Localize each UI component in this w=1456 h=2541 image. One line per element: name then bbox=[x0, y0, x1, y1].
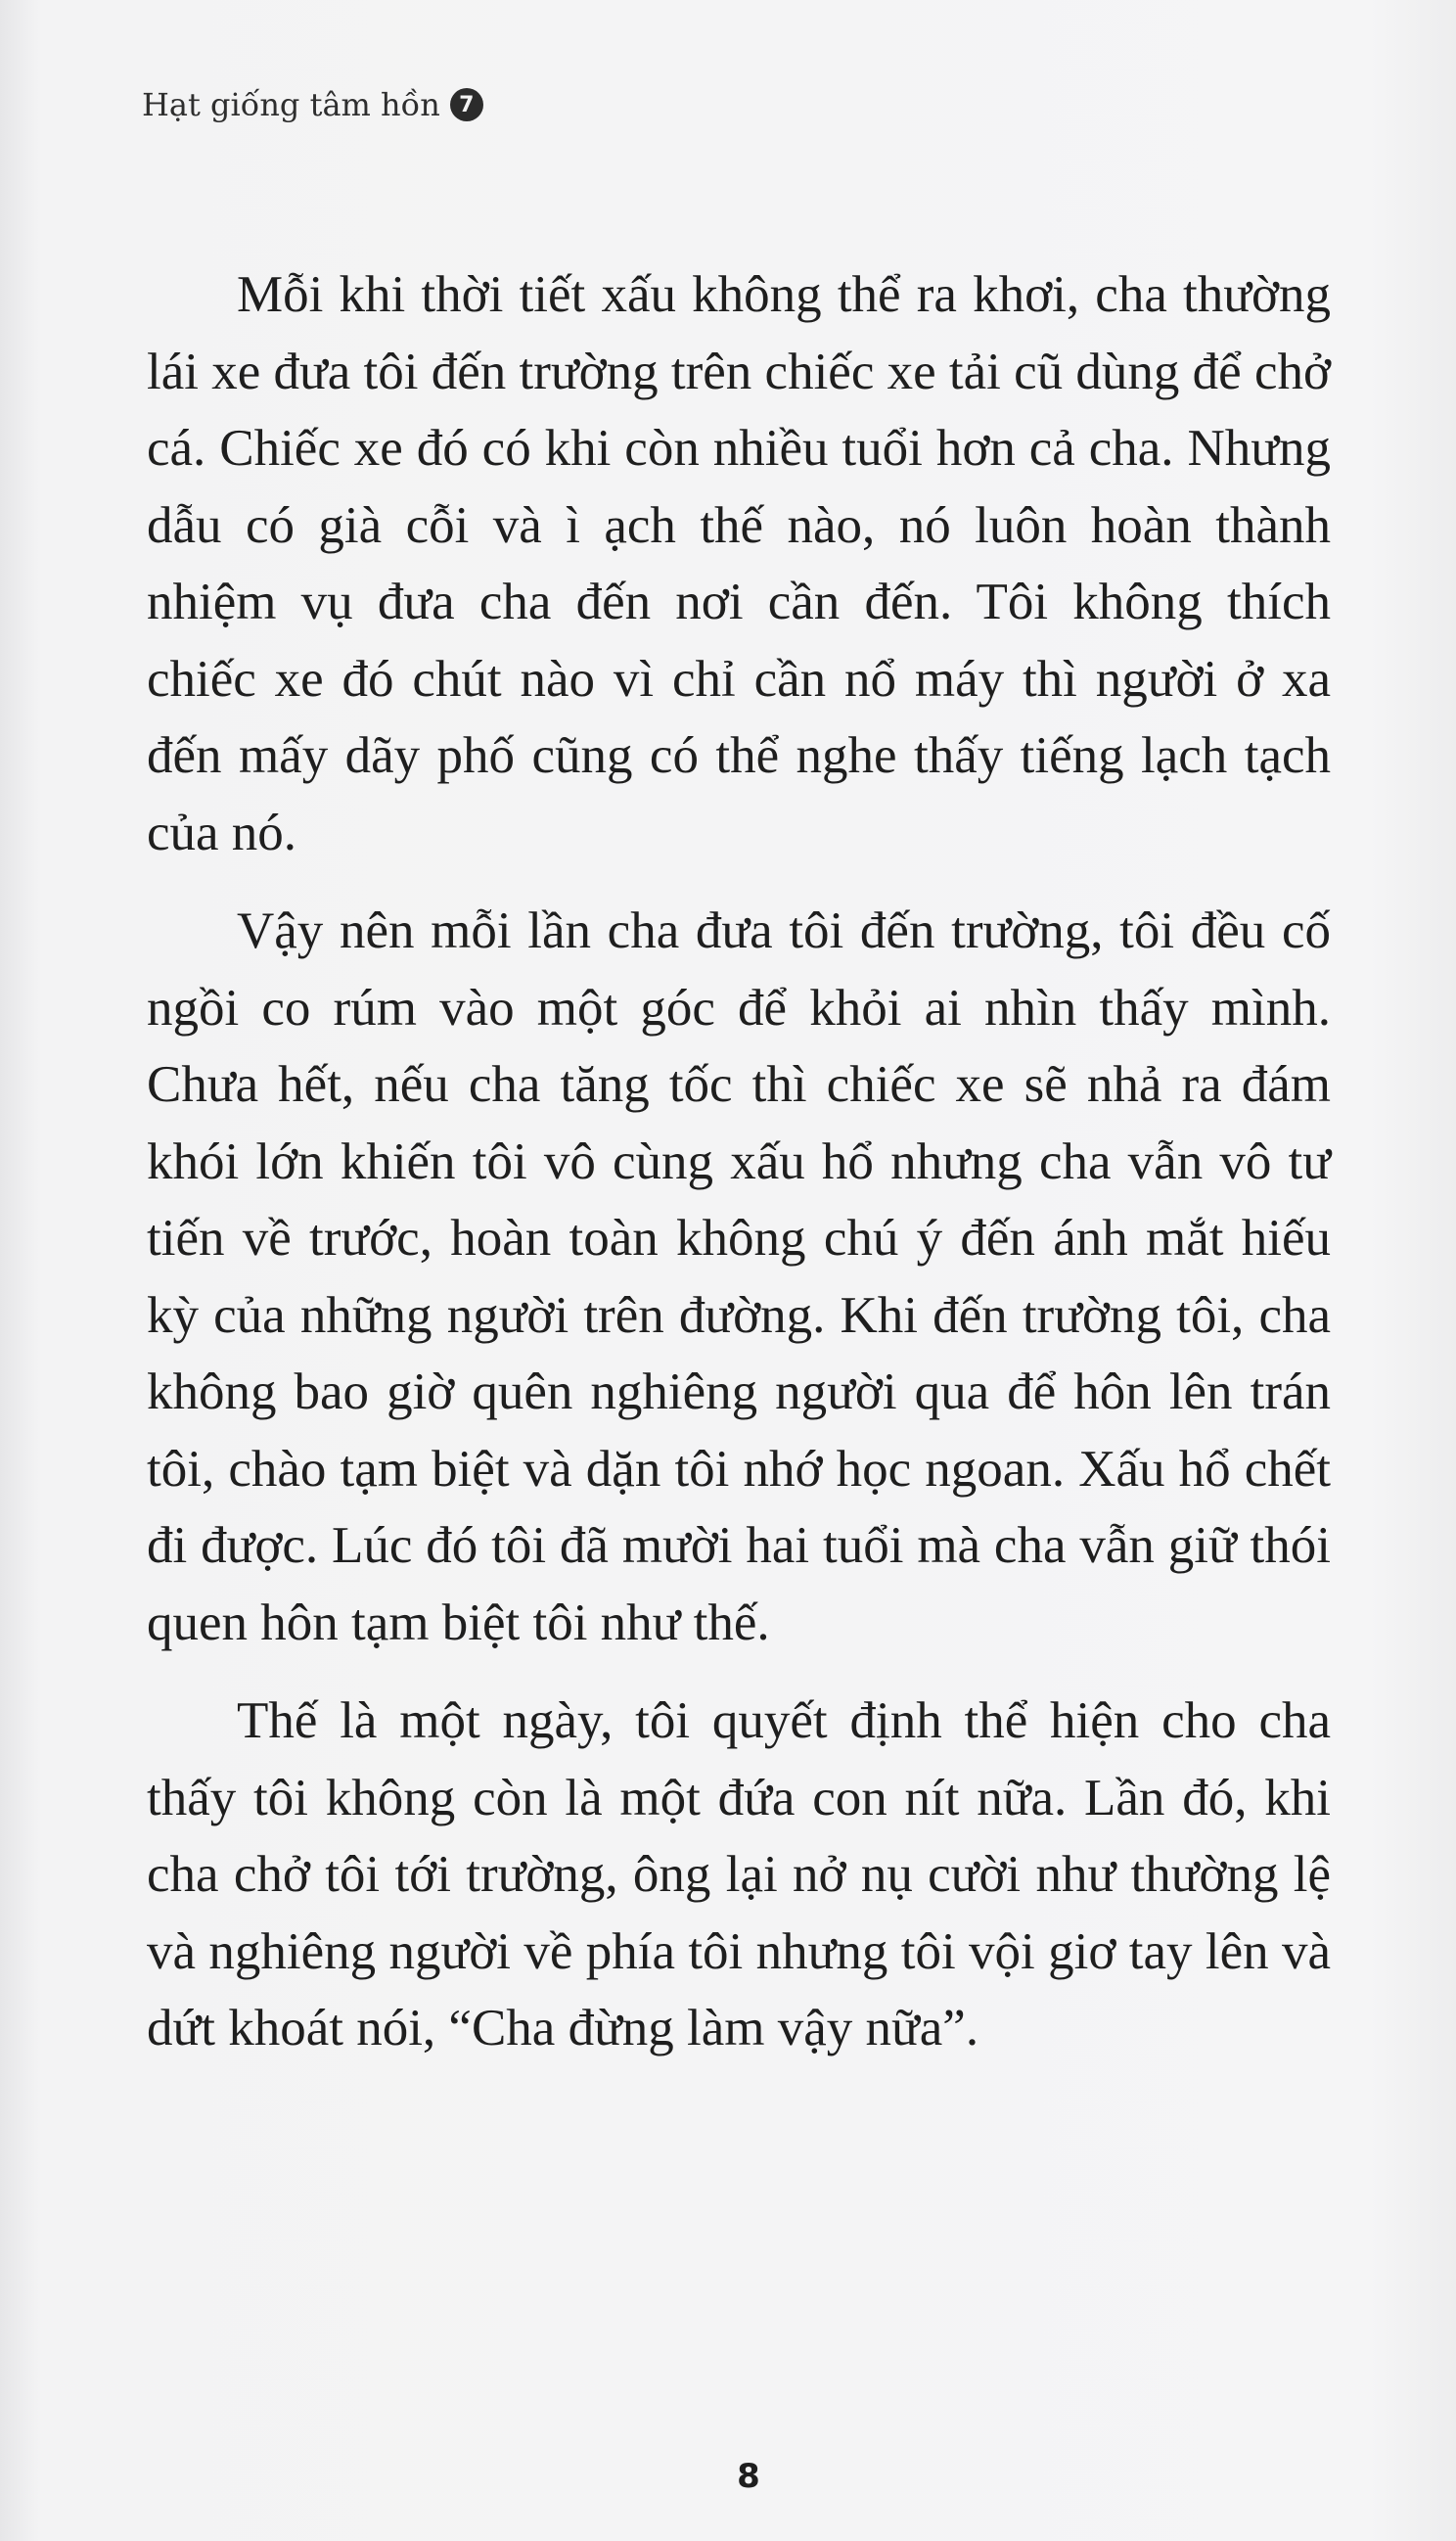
volume-badge: 7 bbox=[450, 88, 483, 121]
book-title: Hạt giống tâm hồn bbox=[142, 86, 440, 123]
paragraph: Thế là một ngày, tôi quyết định thể hiện cho cha thấy tôi không còn là một đứa con nít nữa. Lần đó, khi cha chở tôi tới trường, ông lại nở nụ cười như thường lệ và nghiêng người về phía tôi nhưng tôi vội giơ tay lên và dứt khoát nói, “Cha đừng làm vậy nữa”. bbox=[147, 1692, 1331, 2056]
running-header bbox=[142, 86, 483, 123]
paragraph: Vậy nên mỗi lần cha đưa tôi đến trường, tôi đều cố ngồi co rúm vào một góc để khỏi ai nhìn thấy mình. Chưa hết, nếu cha tăng tốc thì chiếc xe sẽ nhả ra đám khói lớn khiến tôi vô cùng xấu hổ nhưng cha vẫn vô tư tiến về trước, hoàn toàn không chú ý đến ánh mắt hiếu kỳ của những người trên đường. Khi đến trường tôi, cha không bao giờ quên nghiêng người qua để hôn lên trán tôi, chào tạm biệt và dặn tôi nhớ học ngoan. Xấu hổ chết đi được. Lúc đó tôi đã mười hai tuổi mà cha vẫn giữ thói quen hôn tạm biệt tôi như thế. bbox=[147, 902, 1331, 1651]
paragraph: Mỗi khi thời tiết xấu không thể ra khơi, cha thường lái xe đưa tôi đến trường trên chiếc xe tải cũ dùng để chở cá. Chiếc xe đó có khi còn nhiều tuổi hơn cả cha. Nhưng dẫu có già cỗi và ì ạch thế nào, nó luôn hoàn thành nhiệm vụ đưa cha đến nơi cần đến. Tôi không thích chiếc xe đó chút nào vì chỉ cần nổ máy thì người ở xa đến mấy dãy phố cũng có thể nghe thấy tiếng lạch tạch của nó. bbox=[147, 266, 1331, 861]
body-text bbox=[147, 256, 1331, 2089]
page-number: 8 bbox=[737, 2457, 760, 2496]
